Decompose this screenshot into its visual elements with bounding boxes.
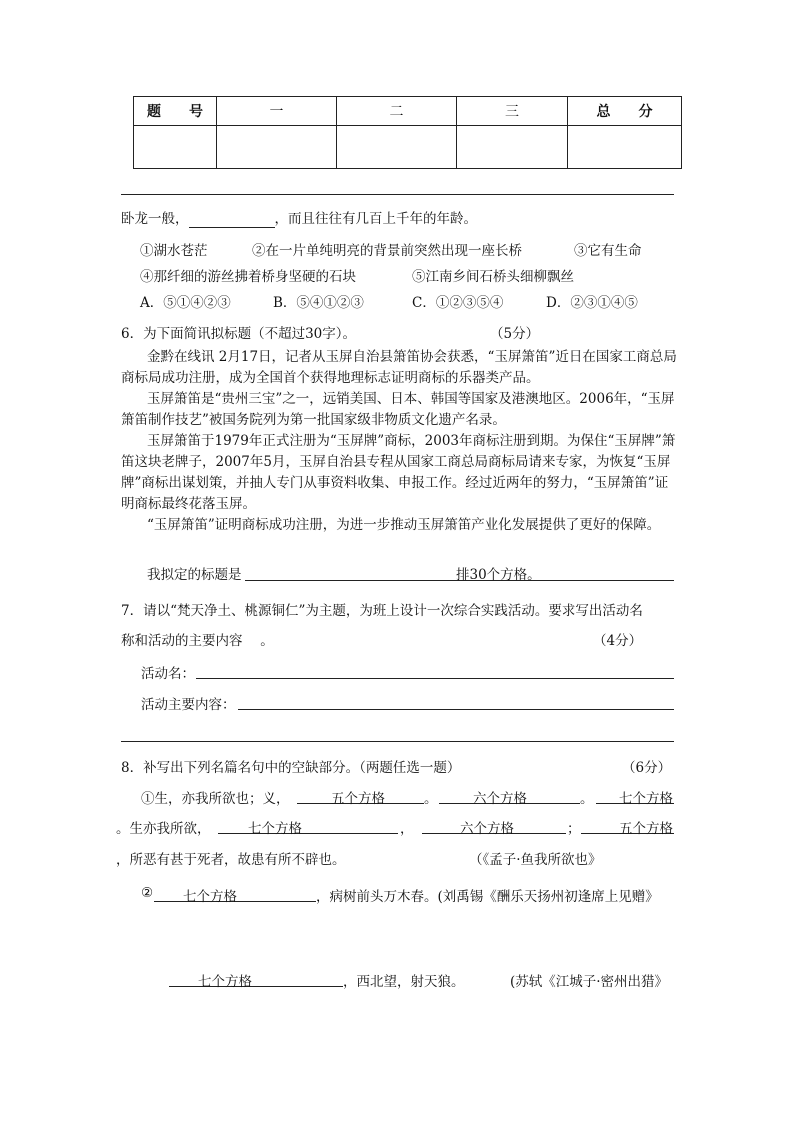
score-table-header-row xyxy=(134,97,682,126)
score-header-cell: 题 号 xyxy=(134,97,217,126)
score-header-cell: 三 xyxy=(457,97,568,126)
q8-line4-marker: ② xyxy=(141,885,154,901)
q6-answer-hint: 排30个方格。 xyxy=(456,567,541,583)
q5-item-1: ①湖水苍茫 xyxy=(140,243,208,259)
q8-blank-5-hint: 六个方格 xyxy=(460,821,514,837)
score-table xyxy=(133,96,682,169)
q5-option-c[interactable]: C．①②③⑤④ xyxy=(412,295,504,311)
q6-paragraph-3: 玉屏箫笛于1979年正式注册为“玉屏牌”商标，2003年商标注册到期。为保住“玉屏牌”箫笛这块老牌子，2007年5月，玉屏自治县专程从国家工商总局商标局请来专家，为恢复“玉屏牌”商标出谋划策，并抽人专门从事资料收集、申报工作。经过近两年的努力，“玉屏箫笛”证明商标最终花落玉屏。 xyxy=(121,433,676,512)
q5-item-3: ③它有生命 xyxy=(574,243,642,259)
q5-option-d[interactable]: D．②③①④⑤ xyxy=(546,295,638,311)
q5-answer-blank[interactable] xyxy=(189,211,275,228)
q8-line1-punct-2: 。 xyxy=(580,791,594,807)
q8-line5-source: (苏轼《江城子·密州出猎》 xyxy=(510,974,669,990)
q8-line4-text: ，病树前头万木春。(刘禹锡《酬乐天扬州初逢席上见赠》 xyxy=(316,889,659,905)
q8-blank-8-hint: 七个方格 xyxy=(198,974,252,990)
q7-score: （4分） xyxy=(593,633,643,649)
q8-score: （6分） xyxy=(622,760,672,776)
q8-blank-8-line[interactable] xyxy=(169,986,343,987)
score-cell[interactable] xyxy=(568,126,682,169)
q8-line1-text: ①生，亦我所欲也；义， xyxy=(141,791,290,807)
q7-name-label: 活动名： xyxy=(141,666,195,682)
q8-blank-3-hint: 七个方格 xyxy=(619,791,673,807)
q7-stem-line-1: 7．请以“梵天净土、桃源铜仁”为主题，为班上设计一次综合实践活动。要求写出活动名 xyxy=(121,603,643,619)
score-header-cell: 二 xyxy=(337,97,457,126)
q8-blank-4-line[interactable] xyxy=(218,833,398,834)
q8-line2-text: 。生亦我所欲， xyxy=(116,821,211,837)
q5-item-2: ②在一片单纯明亮的背景前突然出现一座长桥 xyxy=(252,243,522,259)
divider-line xyxy=(121,194,674,195)
score-cell[interactable] xyxy=(457,126,568,169)
q6-paragraph-4: “玉屏箫笛”证明商标成功注册，为进一步推动玉屏箫笛产业化发展提供了更好的保障。 xyxy=(147,517,661,533)
score-cell[interactable] xyxy=(134,126,217,169)
q6-paragraph-1: 金黔在线讯 2月17日，记者从玉屏自治县箫笛协会获悉，“玉屏箫笛”近日在国家工商总局商标局成功注册，成为全国首个获得地理标志证明商标的乐器类产品。 xyxy=(121,349,677,386)
q7-content-label: 活动主要内容： xyxy=(141,697,236,713)
q8-line2-punct-2: ； xyxy=(567,821,581,837)
q7-name-line[interactable] xyxy=(196,678,674,679)
q8-blank-6-hint: 五个方格 xyxy=(619,821,673,837)
q8-line2-punct-1: ， xyxy=(400,821,414,837)
q7-stem-line-2: 称和活动的主要内容 。 xyxy=(121,633,274,649)
q6-stem: 6．为下面简讯拟标题（不超过30字）。 xyxy=(121,326,357,342)
q8-stem: 8．补写出下列名篇名句中的空缺部分。（两题任选一题） xyxy=(121,760,461,776)
score-header-cell: 一 xyxy=(217,97,337,126)
q8-line1-punct-1: 。 xyxy=(424,791,438,807)
q8-blank-2-hint: 六个方格 xyxy=(473,791,527,807)
q5-stem-pre: 卧龙一般， xyxy=(121,211,189,227)
q7-content-line[interactable] xyxy=(238,709,674,710)
q5-option-a[interactable]: A．⑤①④②③ xyxy=(140,295,231,311)
q8-line5-text: ，西北望，射天狼。 xyxy=(343,974,465,990)
score-table-blank-row xyxy=(134,126,682,169)
q8-blank-1-hint: 五个方格 xyxy=(331,791,385,807)
q6-paragraph-2: 玉屏箫笛是“贵州三宝”之一，远销美国、日本、韩国等国家及港澳地区。2006年，“玉屏箫笛制作技艺”被国务院列为第一批国家级非物质文化遗产名录。 xyxy=(121,391,675,428)
q8-blank-7-hint: 七个方格 xyxy=(183,889,237,905)
q5-item-5: ⑤江南乡间石桥头细柳飘丝 xyxy=(412,269,574,285)
q7-content-line-2[interactable] xyxy=(121,741,674,742)
q5-option-b[interactable]: B．⑤④①②③ xyxy=(273,295,364,311)
q5-item-4: ④那纤细的游丝拂着桥身坚硬的石块 xyxy=(140,269,356,285)
q8-line3-text: ，所恶有甚于死者，故患有所不辟也。 xyxy=(116,852,346,868)
score-header-cell: 总 分 xyxy=(568,97,682,126)
score-cell[interactable] xyxy=(337,126,457,169)
q8-line3-source: （《孟子·鱼我所欲也》 xyxy=(469,852,602,868)
score-cell[interactable] xyxy=(217,126,337,169)
q5-stem-post: ，而且往往有几百上千年的年龄。 xyxy=(274,211,477,227)
q5-stem xyxy=(121,207,477,228)
q6-answer-label: 我拟定的标题是 xyxy=(147,567,242,583)
q8-blank-4-hint: 七个方格 xyxy=(248,821,302,837)
q6-score: （5分） xyxy=(490,326,540,342)
